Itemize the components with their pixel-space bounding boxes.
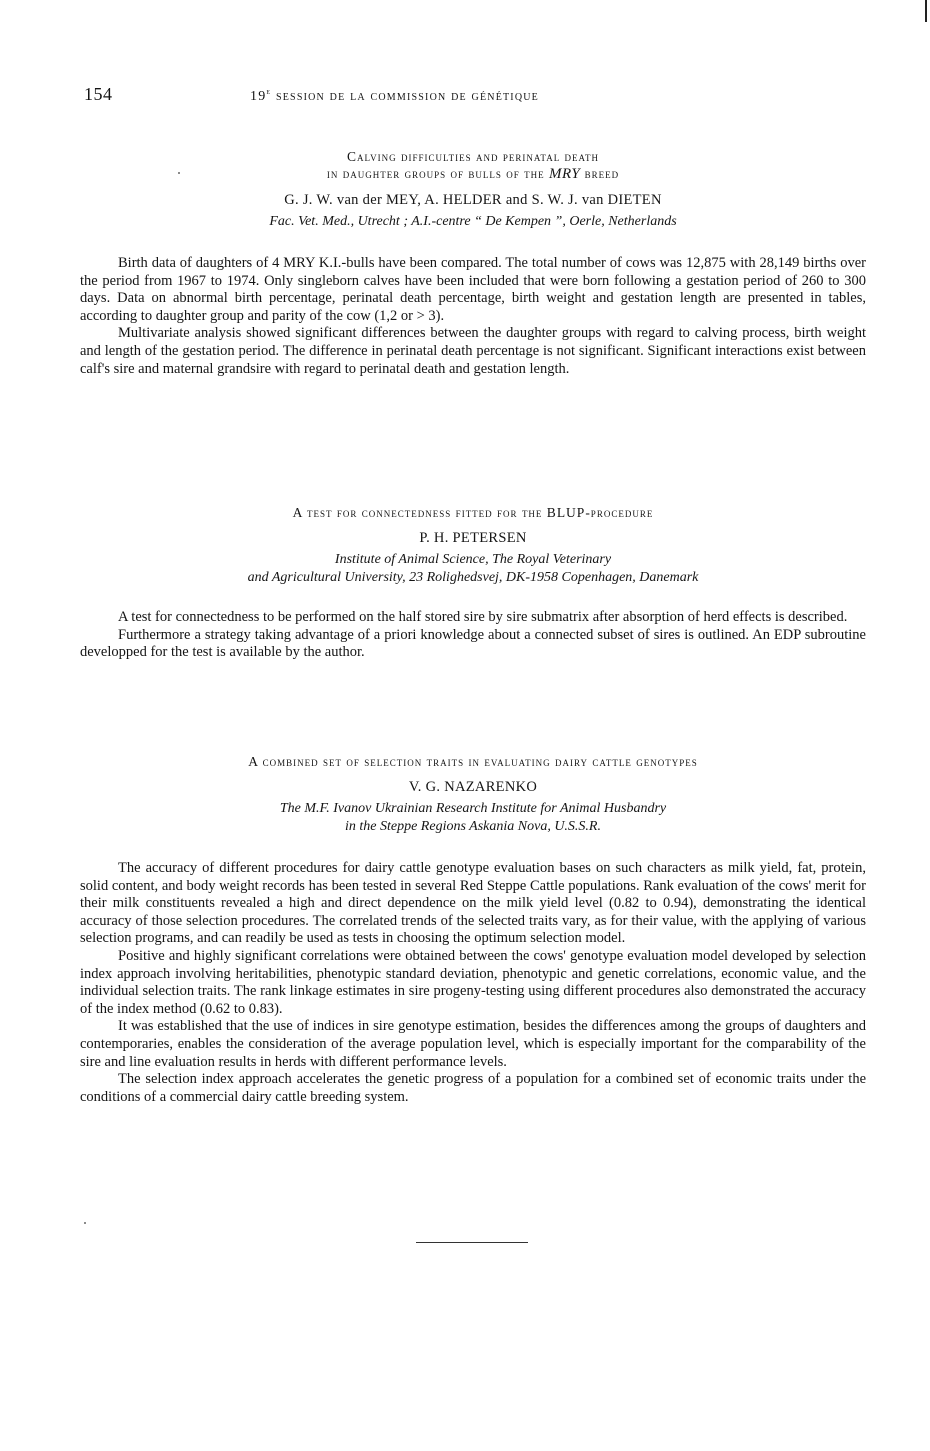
article-connectedness-test	[80, 504, 866, 662]
article-authors: G. J. W. van der MEY, A. HELDER and S. W. J. van DIETEN	[284, 192, 662, 208]
page-number: 154	[84, 84, 113, 104]
article-abstract	[80, 609, 866, 662]
article-affiliation	[80, 551, 866, 587]
title-line	[80, 165, 866, 183]
article-affiliation	[80, 800, 866, 836]
paragraph: A test for connectedness to be performed on the half stored sire by sire submatrix after absorption of herd effects is described.	[118, 609, 848, 625]
article-title	[80, 148, 866, 183]
speck	[178, 172, 180, 174]
affiliation-line: and Agricultural University, 23 Rolighedsvej, DK-1958 Copenhagen, Danemark	[247, 570, 699, 585]
title-breed: MRY	[549, 166, 581, 182]
title-text: breed	[580, 166, 620, 181]
affiliation-line: in the Steppe Regions Askania Nova, U.S.S.R.	[345, 819, 601, 834]
speck	[84, 1222, 86, 1224]
title-text: in daughter groups of bulls of the	[326, 166, 549, 181]
running-head-superscript: e	[266, 86, 272, 96]
running-head-number: 19	[250, 89, 267, 104]
paragraph: The selection index approach accelerates the genetic progress of a population for a combined set of economic traits under the conditions of a commercial dairy cattle breeding system.	[80, 1071, 866, 1105]
running-head-text: session de la commission de génétique	[271, 89, 539, 104]
article-calving-difficulties	[80, 148, 866, 378]
affiliation-line: Fac. Vet. Med., Utrecht ; A.I.-centre “ De Kempen ”, Oerle, Netherlands	[269, 214, 677, 229]
running-head	[250, 86, 539, 105]
title-line: A test for connectedness fitted for the BLUP-procedure	[292, 505, 654, 520]
title-line: A combined set of selection traits in evaluating dairy cattle genotypes	[248, 754, 698, 769]
paragraph: Multivariate analysis showed significant differences between the daughter groups with regard to calving process, birth weight and length of the gestation period. The difference in perinatal death percentage is not significant. Significant interactions exist between calf's sire and maternal grandsire with regard to perinatal death and gestation length.	[80, 325, 866, 377]
article-combined-selection-traits	[80, 753, 866, 1106]
article-title	[80, 504, 866, 521]
paragraph: Positive and highly significant correlations were obtained between the cows' genotype evaluation model developed by selection index approach involving heritabilities, phenotypic standard deviation, phenotypic and genetic correlations, economic value, and the individual selection traits. The rank linkage estimates in sire progeny-testing using different procedures also demonstrated the accuracy of the index method (0.62 to 0.83).	[80, 947, 866, 1017]
title-line: Calving difficulties and perinatal death	[346, 149, 600, 164]
article-affiliation	[80, 213, 866, 231]
paragraph: The accuracy of different procedures for dairy cattle genotype evaluation bases on such characters as milk yield, fat, protein, solid content, and body weight records has been tested in several Red Steppe Cattle populations. Rank evaluation of the cows' merit for their milk constituents revealed a high and direct dependence on the milk yield level (0.82 to 0.94), demonstrating the identical accuracy of those selection procedures. The correlated trends of the selected traits vary, as for their value, with the applying of various selection programs, and can readily be used as tests in choosing the optimum selection model.	[80, 860, 866, 947]
article-authors: P. H. PETERSEN	[419, 530, 527, 546]
article-authors: V. G. NAZARENKO	[408, 779, 538, 795]
paragraph: Birth data of daughters of 4 MRY K.I.-bulls have been compared. The total number of cows was 12,875 with 28,149 births over the period from 1967 to 1974. Only singleborn calves have been included that were born following a gestation period of 260 to 300 days. Data on abnormal birth percentage, perinatal death percentage, birth weight and gestation length are presented in tables, according to daughter group and parity of the cow (1,2 or > 3).	[80, 255, 866, 324]
article-abstract	[80, 860, 866, 1106]
affiliation-line: Institute of Animal Science, The Royal Veterinary	[334, 552, 612, 567]
paragraph: Furthermore a strategy taking advantage of a priori knowledge about a connected subset of sires is outlined. An EDP subroutine developped for the test is available by the author.	[80, 626, 866, 661]
article-title	[80, 753, 866, 770]
paragraph: It was established that the use of indices in sire genotype estimation, besides the differences among the groups of daughters and contemporaries, enables the consideration of the average population level, which is especially important for the comparability of the sire and line evaluation results in herds with different performance levels.	[80, 1018, 866, 1070]
end-rule	[416, 1242, 528, 1243]
affiliation-line: The M.F. Ivanov Ukrainian Research Institute for Animal Husbandry	[279, 801, 667, 816]
page-header	[84, 84, 864, 108]
article-abstract	[80, 255, 866, 378]
page-edge-mark	[925, 0, 927, 22]
